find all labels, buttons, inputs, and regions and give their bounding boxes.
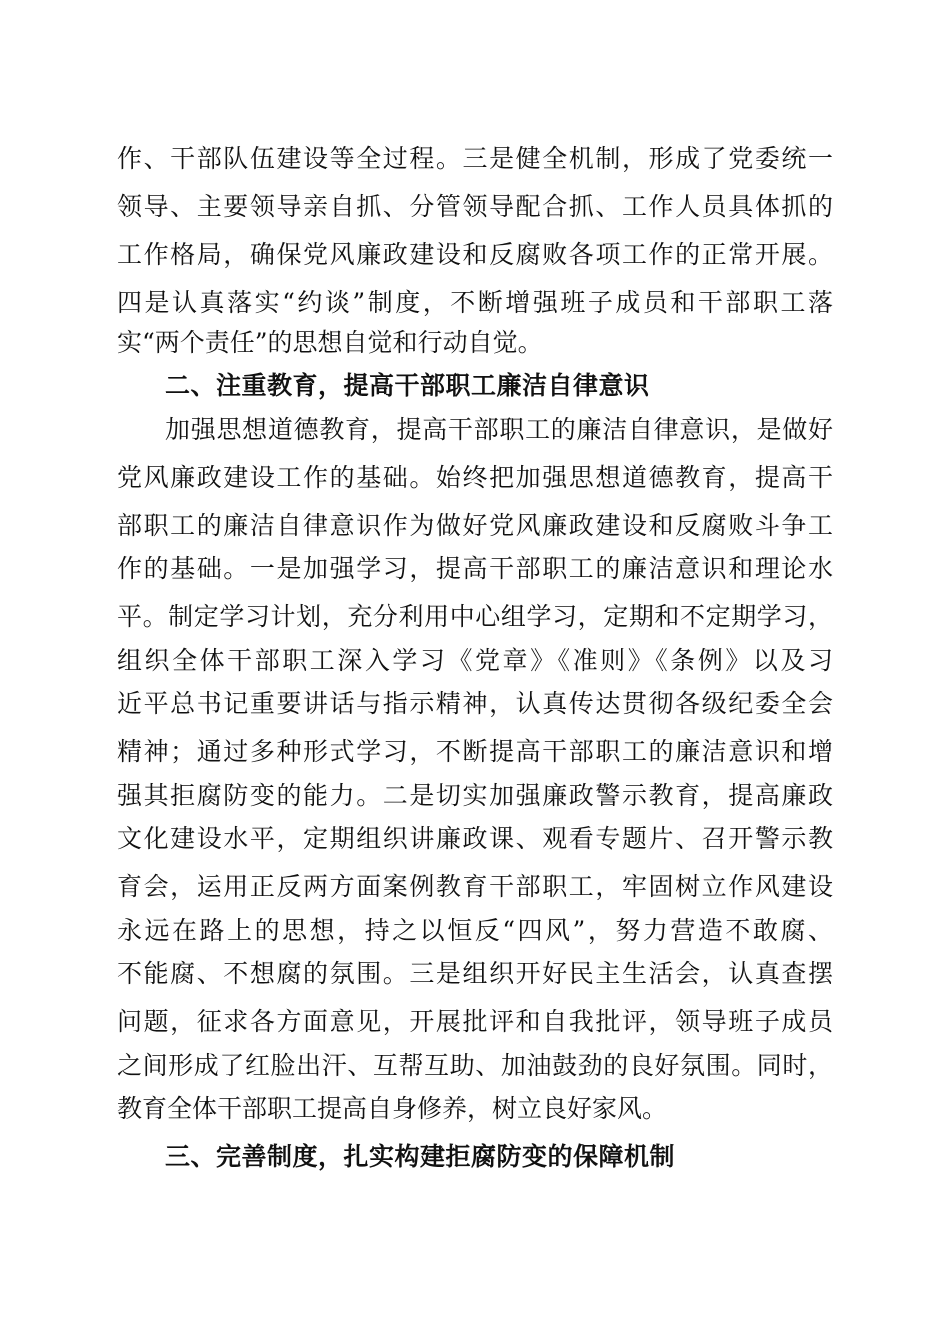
paragraph-2-line-9: 强其拒腐防变的能力。二是切实加强廉政警示教育，提高廉政: [117, 781, 833, 810]
paragraph-2-line-1: 加强思想道德教育，提高干部职工的廉洁自律意识，是做好: [165, 415, 833, 444]
paragraph-1-line-4: 四是认真落实“约谈”制度，不断增强班子成员和干部职工落: [117, 288, 833, 317]
paragraph-2-line-6: 组织全体干部职工深入学习《党章》《准则》《条例》以及习: [117, 646, 833, 675]
paragraph-1-line-3: 工作格局，确保党风廉政建设和反腐败各项工作的正常开展。: [117, 240, 833, 269]
paragraph-2-line-11: 育会，运用正反两方面案例教育干部职工，牢固树立作风建设: [117, 872, 833, 901]
paragraph-1-line-1: 作、干部队伍建设等全过程。三是健全机制，形成了党委统一: [117, 144, 833, 173]
paragraph-2-line-3: 部职工的廉洁自律意识作为做好党风廉政建设和反腐败斗争工: [117, 511, 833, 540]
paragraph-1-line-5: 实“两个责任”的思想自觉和行动自觉。: [117, 328, 543, 357]
paragraph-2-line-2: 党风廉政建设工作的基础。始终把加强思想道德教育，提高干: [117, 463, 833, 492]
paragraph-2-line-5: 平。制定学习计划，充分利用中心组学习，定期和不定期学习，: [117, 602, 833, 631]
paragraph-2-line-12: 永远在路上的思想，持之以恒反“四风”，努力营造不敢腐、: [117, 916, 833, 945]
paragraph-2-line-16: 教育全体干部职工提高自身修养，树立良好家风。: [117, 1094, 668, 1123]
paragraph-2-line-7: 近平总书记重要讲话与指示精神，认真传达贯彻各级纪委全会: [117, 689, 833, 718]
paragraph-2-line-8: 精神；通过多种形式学习，不断提高干部职工的廉洁意识和增: [117, 737, 833, 766]
section-heading-2: 二、注重教育，提高干部职工廉洁自律意识: [165, 371, 650, 400]
paragraph-1-line-2: 领导、主要领导亲自抓、分管领导配合抓、工作人员具体抓的: [117, 192, 833, 221]
paragraph-2-line-15: 之间形成了红脸出汗、互帮互助、加油鼓劲的良好氛围。同时，: [117, 1051, 833, 1080]
paragraph-2-line-14: 问题，征求各方面意见，开展批评和自我批评，领导班子成员: [117, 1007, 833, 1036]
paragraph-2-line-13: 不能腐、不想腐的氛围。三是组织开好民主生活会，认真查摆: [117, 959, 833, 988]
paragraph-2-line-4: 作的基础。一是加强学习，提高干部职工的廉洁意识和理论水: [117, 554, 833, 583]
paragraph-2-line-10: 文化建设水平，定期组织讲廉政课、观看专题片、召开警示教: [117, 824, 833, 853]
section-heading-3: 三、完善制度，扎实构建拒腐防变的保障机制: [165, 1142, 676, 1171]
